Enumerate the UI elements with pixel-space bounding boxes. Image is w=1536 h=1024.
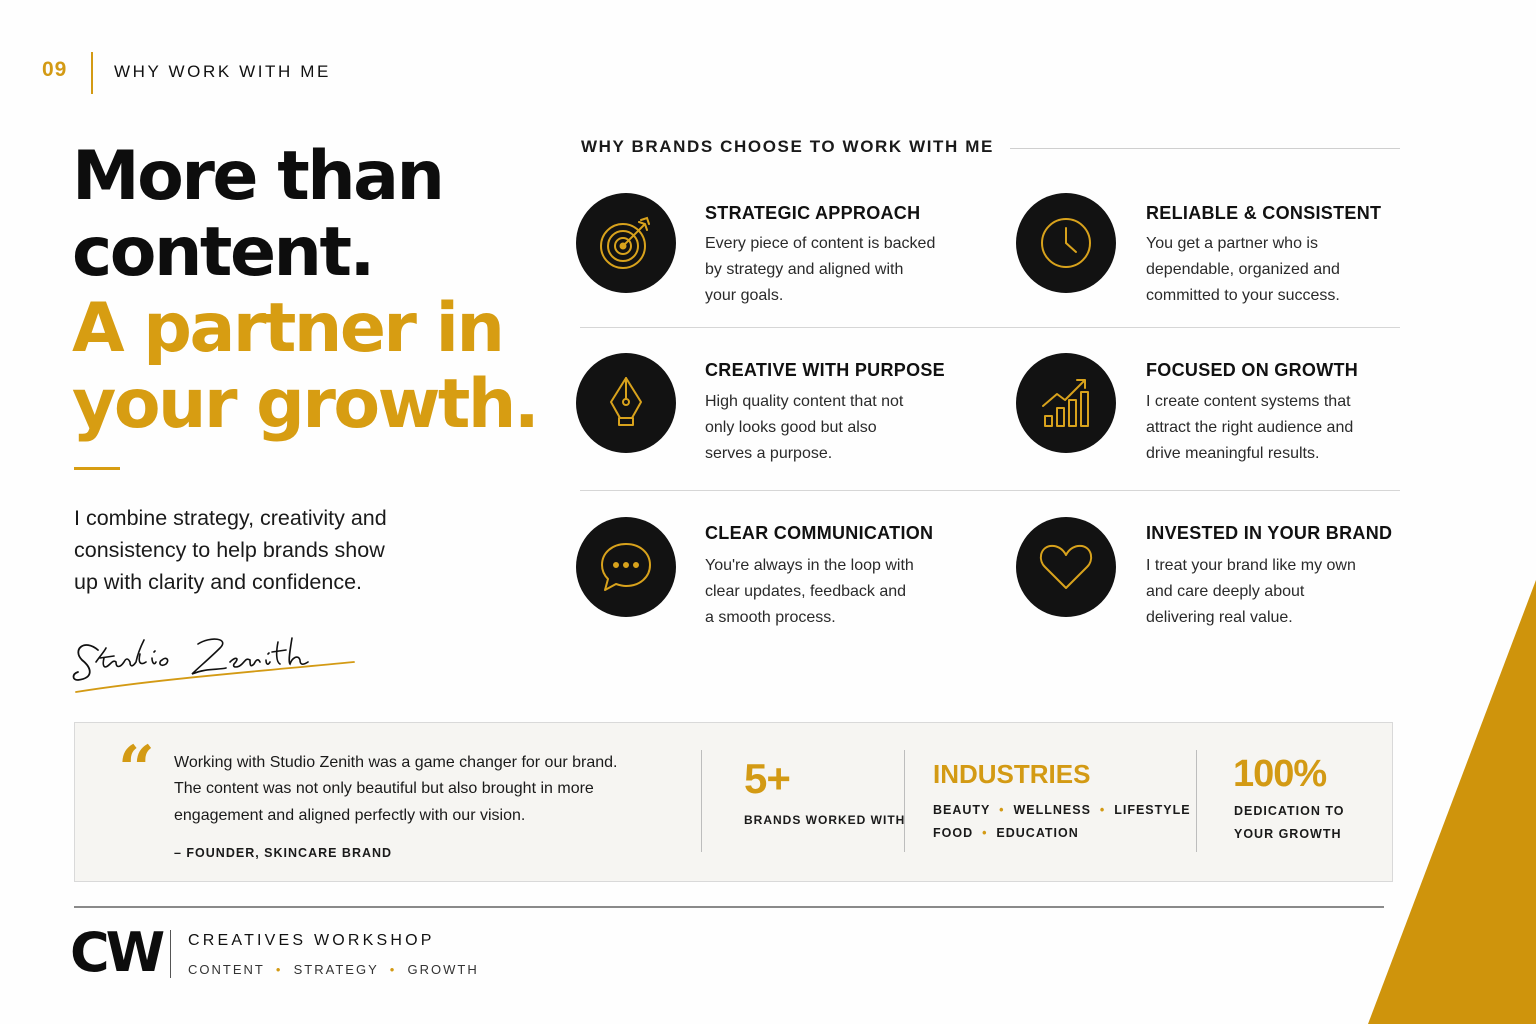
stats-divider	[701, 750, 702, 852]
industries-list-row: BEAUTY • WELLNESS • LIFESTYLE	[933, 803, 1191, 817]
feature-description-line: delivering real value.	[1146, 609, 1293, 626]
intro-text-line: I combine strategy, creativity and	[74, 506, 387, 530]
brand-tagline: CONTENT • STRATEGY • GROWTH	[188, 962, 479, 977]
brand-logo: CW	[70, 921, 162, 984]
feature-row-divider	[580, 490, 1400, 491]
feature-description-line: I create content systems that	[1146, 393, 1351, 410]
features-heading: WHY BRANDS CHOOSE TO WORK WITH ME	[581, 137, 994, 156]
accent-dash	[74, 467, 120, 470]
feature-description-line: by strategy and aligned with	[705, 261, 904, 278]
feature-title: RELIABLE & CONSISTENT	[1146, 203, 1382, 223]
feature-reliable-consistent	[1016, 193, 1116, 293]
feature-description-line: dependable, organized and	[1146, 261, 1340, 278]
feature-description-line: and care deeply about	[1146, 583, 1305, 600]
target-icon	[576, 193, 676, 293]
header-divider	[91, 52, 93, 94]
dedication-label-line: YOUR GROWTH	[1234, 827, 1342, 841]
hero-heading-accent-line-1: A partner in	[72, 289, 503, 368]
heart-icon	[1016, 517, 1116, 617]
feature-description-line: only looks good but also	[705, 419, 877, 436]
hero-heading-line-2: content.	[72, 213, 373, 292]
dedication-label-line: DEDICATION TO	[1234, 804, 1345, 818]
footer-divider	[74, 906, 1384, 908]
feature-title: FOCUSED ON GROWTH	[1146, 360, 1359, 380]
feature-title: CREATIVE WITH PURPOSE	[705, 360, 945, 380]
feature-row-divider	[580, 327, 1400, 328]
industry-label: BEAUTY	[933, 803, 991, 817]
quote-mark-icon: “	[118, 732, 155, 807]
footer-logo-divider	[170, 930, 171, 978]
hero-heading-accent-line-2: your growth.	[72, 365, 538, 444]
page-number: 09	[42, 58, 68, 81]
intro-text-line: up with clarity and confidence.	[74, 570, 363, 594]
tagline-word: STRATEGY	[293, 962, 379, 977]
industry-label: FOOD	[933, 826, 974, 840]
feature-title: INVESTED IN YOUR BRAND	[1146, 523, 1393, 543]
feature-clear-communication	[576, 517, 676, 617]
testimonial-author: – FOUNDER, SKINCARE BRAND	[174, 846, 393, 860]
feature-title: STRATEGIC APPROACH	[705, 203, 921, 223]
feature-description-line: You get a partner who is	[1146, 235, 1318, 252]
stats-divider	[904, 750, 905, 852]
feature-description-line: Every piece of content is backed	[705, 235, 936, 252]
industry-label: EDUCATION	[996, 826, 1079, 840]
industry-label: WELLNESS	[1013, 803, 1091, 817]
hero-heading-line-1: More than	[72, 137, 443, 216]
feature-strategic-approach	[576, 193, 676, 293]
feature-description-line: drive meaningful results.	[1146, 445, 1320, 462]
pen-nib-icon	[576, 353, 676, 453]
industries-title: INDUSTRIES	[933, 759, 1091, 789]
clock-icon	[1016, 193, 1116, 293]
testimonial-quote-line: Working with Studio Zenith was a game changer for our brand.	[174, 754, 618, 771]
section-title: WHY WORK WITH ME	[114, 62, 331, 81]
industry-label: LIFESTYLE	[1114, 803, 1191, 817]
feature-description-line: You're always in the loop with	[705, 557, 914, 574]
industries-list-row: FOOD • EDUCATION	[933, 826, 1079, 840]
testimonial-quote-line: engagement and aligned perfectly with our vision.	[174, 807, 526, 824]
feature-description-line: serves a purpose.	[705, 445, 833, 462]
tagline-word: CONTENT	[188, 962, 265, 977]
feature-description-line: a smooth process.	[705, 609, 836, 626]
dedication-percent: 100%	[1233, 753, 1327, 795]
feature-creative-with-purpose	[576, 353, 676, 453]
feature-description-line: High quality content that not	[705, 393, 904, 410]
feature-description-line: I treat your brand like my own	[1146, 557, 1356, 574]
intro-text-line: consistency to help brands show	[74, 538, 385, 562]
feature-invested-in-your-brand	[1016, 517, 1116, 617]
feature-description-line: committed to your success.	[1146, 287, 1340, 304]
growth-chart-icon	[1016, 353, 1116, 453]
feature-title: CLEAR COMMUNICATION	[705, 523, 934, 543]
brands-count: 5+	[744, 755, 790, 802]
feature-focused-on-growth	[1016, 353, 1116, 453]
chat-bubble-icon	[576, 517, 676, 617]
feature-description-line: attract the right audience and	[1146, 419, 1354, 436]
feature-description-line: clear updates, feedback and	[705, 583, 907, 600]
stats-divider	[1196, 750, 1197, 852]
feature-description-line: your goals.	[705, 287, 784, 304]
tagline-word: GROWTH	[407, 962, 479, 977]
signature-graphic	[70, 622, 360, 698]
brand-name: CREATIVES WORKSHOP	[188, 932, 435, 949]
brands-count-label: BRANDS WORKED WITH	[744, 813, 906, 827]
testimonial-quote-line: The content was not only beautiful but also brought in more	[174, 780, 594, 797]
features-heading-rule	[1010, 148, 1400, 149]
